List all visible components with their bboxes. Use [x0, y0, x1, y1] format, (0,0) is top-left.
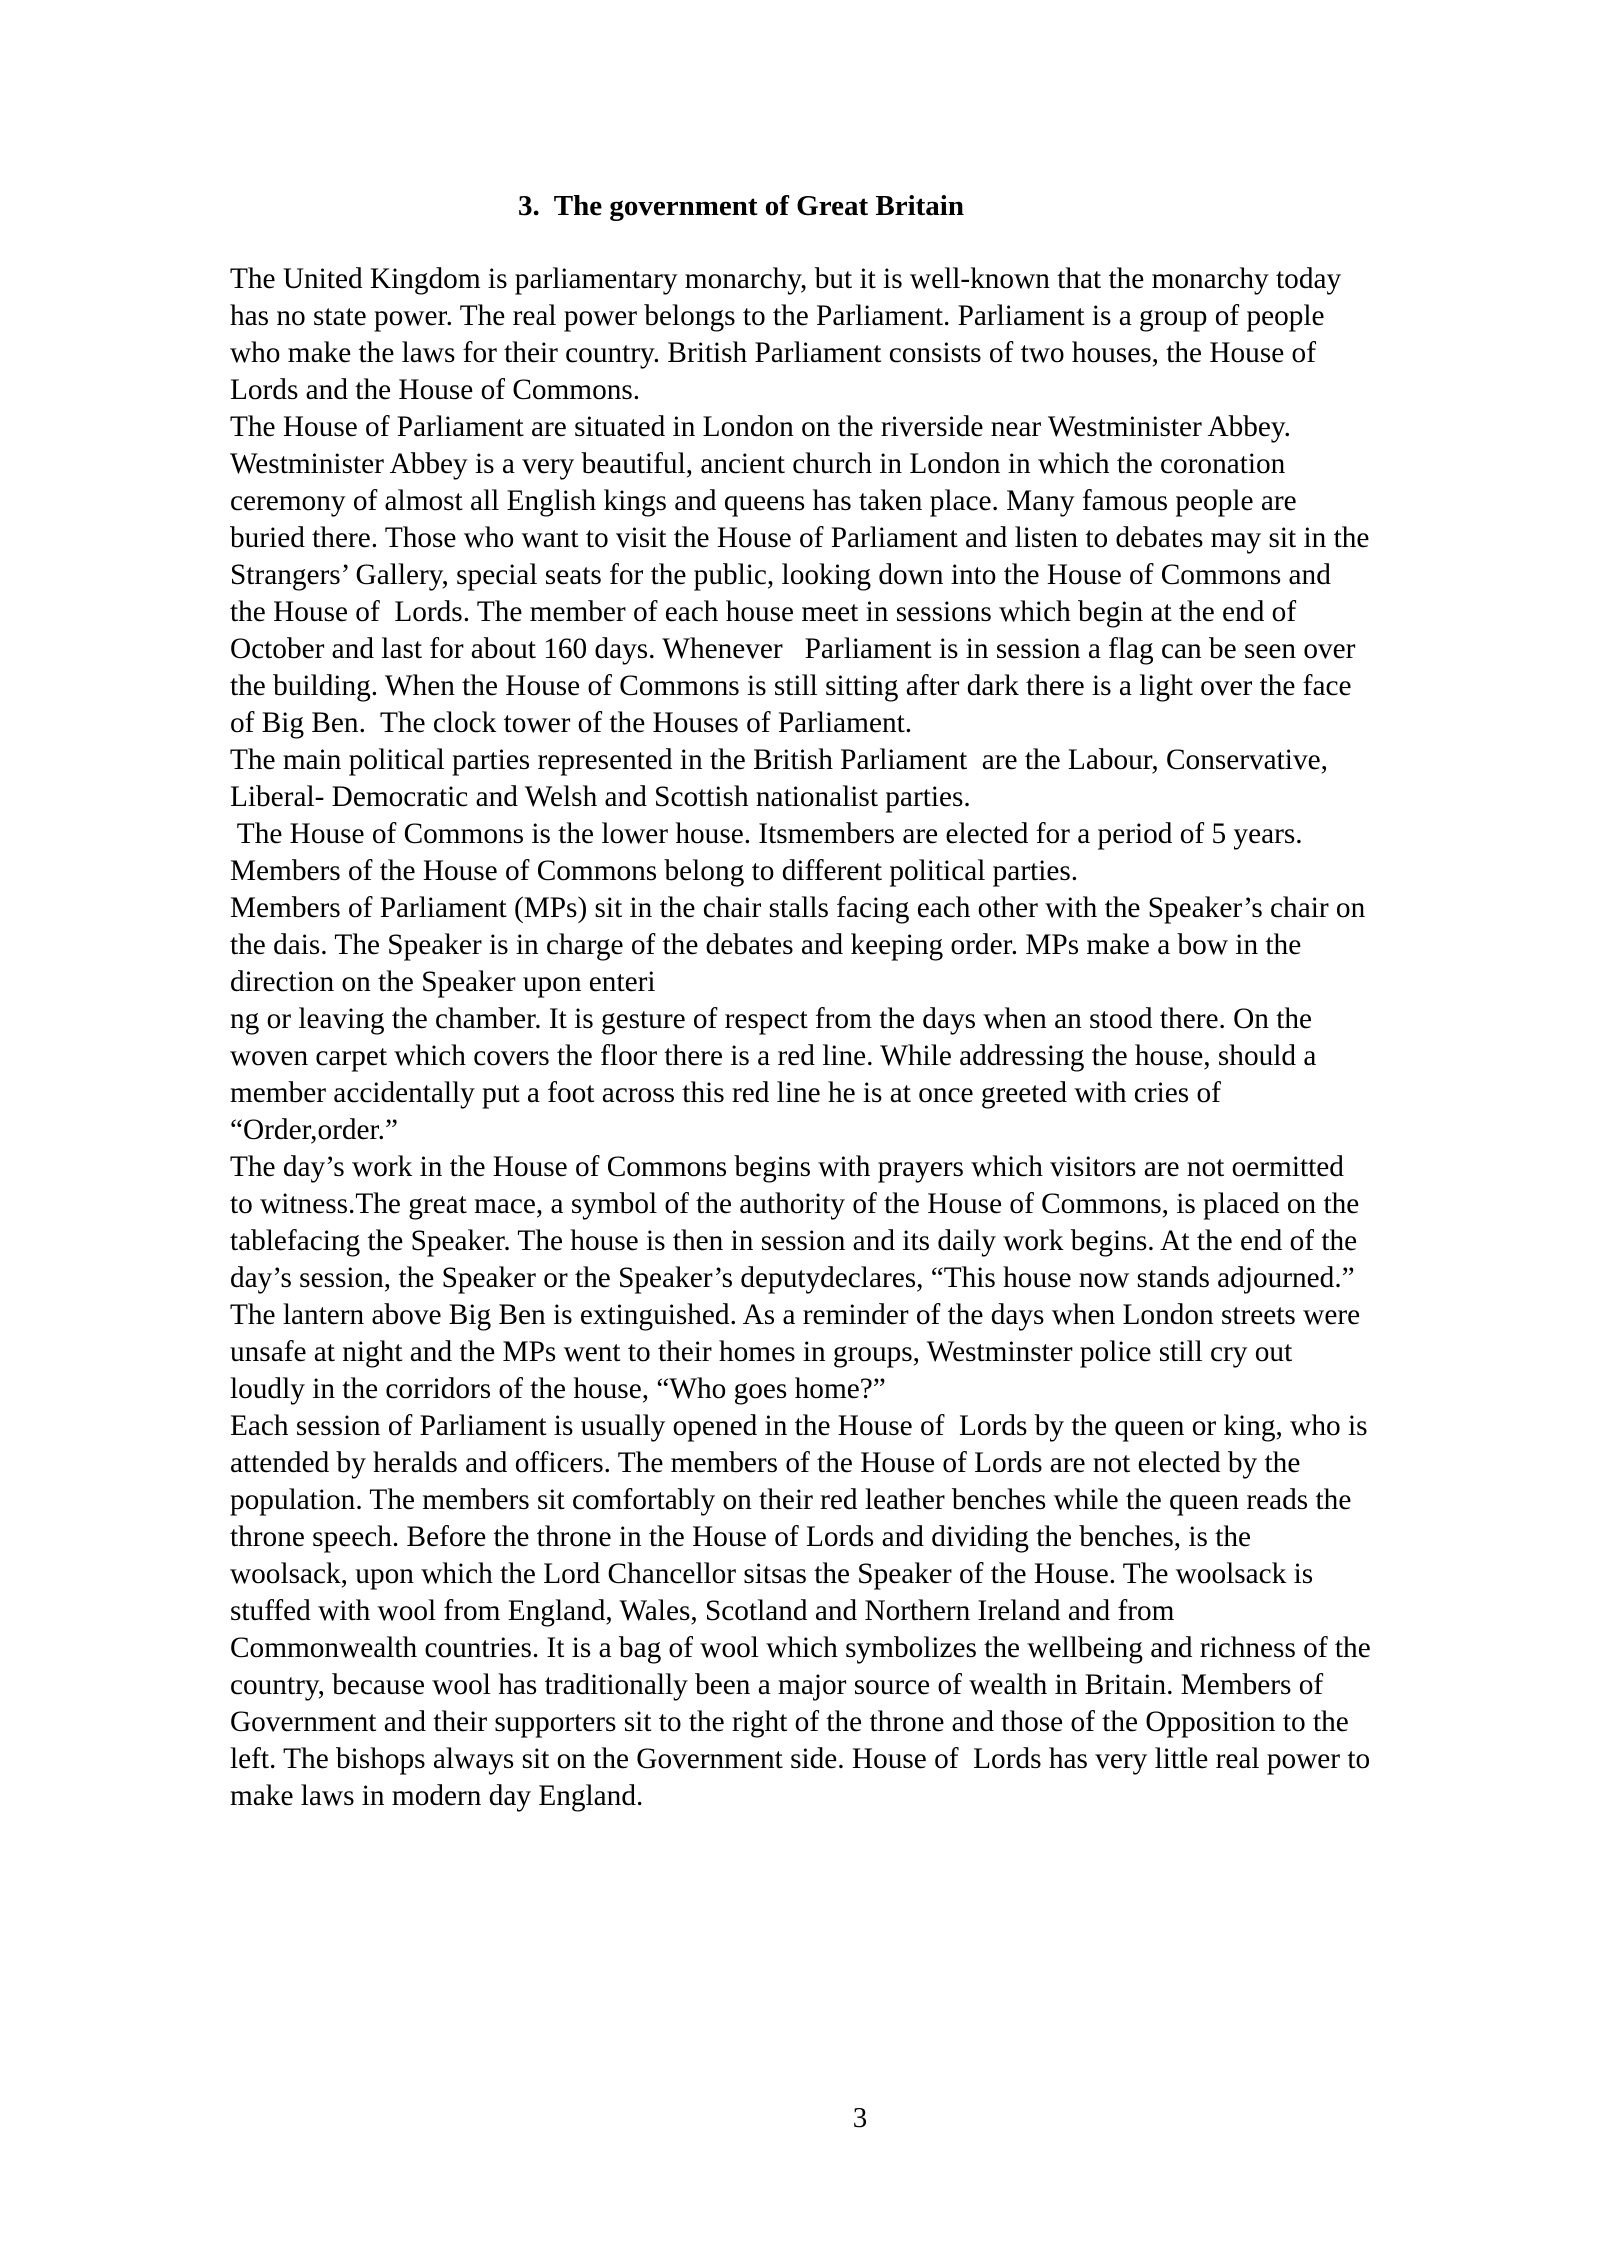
- text-line: buried there. Those who want to visit the House of Parliament and listen to debates may sit in the: [230, 522, 1370, 554]
- text-line: “Order,order.”: [230, 1114, 398, 1146]
- text-line: the dais. The Speaker is in charge of the debates and keeping order. MPs make a bow in the: [230, 929, 1302, 961]
- text-line: unsafe at night and the MPs went to their homes in groups, Westminster police still cry out: [230, 1336, 1293, 1368]
- text-line: ng or leaving the chamber. It is gesture of respect from the days when an stood there. On the: [230, 1003, 1313, 1035]
- text-line: the building. When the House of Commons is still sitting after dark there is a light over the face: [230, 670, 1352, 702]
- text-line: left. The bishops always sit on the Government side. House of Lords has very little real power to: [230, 1743, 1371, 1775]
- text-line: the House of Lords. The member of each house meet in sessions which begin at the end of: [230, 596, 1297, 628]
- text-line: tablefacing the Speaker. The house is then in session and its daily work begins. At the end of the: [230, 1225, 1358, 1257]
- body-text: [230, 261, 1530, 1815]
- text-line: attended by heralds and officers. The members of the House of Lords are not elected by the: [230, 1447, 1301, 1479]
- text-line: The House of Parliament are situated in London on the riverside near Westminister Abbey.: [230, 411, 1291, 443]
- text-line: The main political parties represented in the British Parliament are the Labour, Conservative,: [230, 744, 1328, 776]
- section-title: The government of Great Britain: [553, 190, 964, 222]
- text-line: Liberal- Democratic and Welsh and Scottish nationalist parties.: [230, 781, 971, 813]
- text-line: day’s session, the Speaker or the Speaker’s deputydeclares, “This house now stands adjourned.”: [230, 1262, 1355, 1294]
- text-line: Each session of Parliament is usually opened in the House of Lords by the queen or king, who is: [230, 1410, 1368, 1442]
- text-line: Members of the House of Commons belong to different political parties.: [230, 855, 1079, 887]
- text-line: The House of Commons is the lower house. Itsmembers are elected for a period of 5 years.: [230, 818, 1303, 850]
- section-number: 3.: [518, 190, 540, 222]
- text-line: make laws in modern day England.: [230, 1780, 644, 1812]
- text-line: of Big Ben. The clock tower of the Houses of Parliament.: [230, 707, 913, 739]
- text-line: country, because wool has traditionally been a major source of wealth in Britain. Members of: [230, 1669, 1324, 1701]
- text-line: Strangers’ Gallery, special seats for the public, looking down into the House of Commons and: [230, 559, 1331, 591]
- text-line: to witness.The great mace, a symbol of the authority of the House of Commons, is placed on the: [230, 1188, 1360, 1220]
- text-line: woolsack, upon which the Lord Chancellor sitsas the Speaker of the House. The woolsack is: [230, 1558, 1314, 1590]
- page-number: 3: [852, 2102, 868, 2134]
- text-line: who make the laws for their country. British Parliament consists of two houses, the House of: [230, 337, 1316, 369]
- text-line: Westminister Abbey is a very beautiful, ancient church in London in which the coronation: [230, 448, 1286, 480]
- text-line: The day’s work in the House of Commons begins with prayers which visitors are not oermitted: [230, 1151, 1344, 1183]
- text-line: has no state power. The real power belongs to the Parliament. Parliament is a group of people: [230, 300, 1325, 332]
- text-line: Government and their supporters sit to the right of the throne and those of the Opposition to the: [230, 1706, 1349, 1738]
- text-line: Lords and the House of Commons.: [230, 374, 641, 406]
- text-line: Commonwealth countries. It is a bag of wool which symbolizes the wellbeing and richness of the: [230, 1632, 1371, 1664]
- text-line: population. The members sit comfortably on their red leather benches while the queen reads the: [230, 1484, 1352, 1516]
- text-line: woven carpet which covers the floor there is a red line. While addressing the house, should a: [230, 1040, 1317, 1072]
- text-line: direction on the Speaker upon enteri: [230, 966, 656, 998]
- text-line: ceremony of almost all English kings and queens has taken place. Many famous people are: [230, 485, 1297, 517]
- text-line: throne speech. Before the throne in the House of Lords and dividing the benches, is the: [230, 1521, 1252, 1553]
- section-heading: [518, 188, 964, 224]
- text-line: The United Kingdom is parliamentary monarchy, but it is well-known that the monarchy today: [230, 263, 1342, 295]
- text-line: stuffed with wool from England, Wales, Scotland and Northern Ireland and from: [230, 1595, 1175, 1627]
- text-line: Members of Parliament (MPs) sit in the chair stalls facing each other with the Speaker’s chair on: [230, 892, 1366, 924]
- text-line: The lantern above Big Ben is extinguished. As a reminder of the days when London streets were: [230, 1299, 1361, 1331]
- text-line: member accidentally put a foot across this red line he is at once greeted with cries of: [230, 1077, 1221, 1109]
- text-line: October and last for about 160 days. Whenever Parliament is in session a flag can be seen over: [230, 633, 1356, 665]
- text-line: loudly in the corridors of the house, “Who goes home?”: [230, 1373, 886, 1405]
